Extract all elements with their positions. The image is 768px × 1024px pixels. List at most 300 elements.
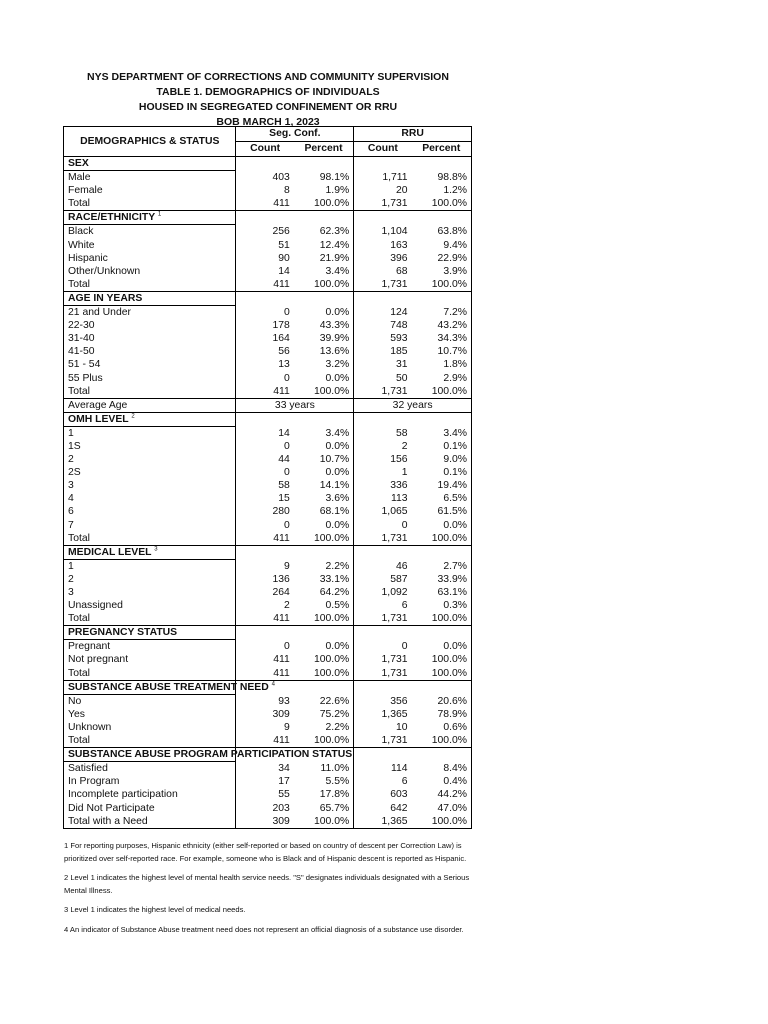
row-label: 21 and Under	[64, 306, 236, 320]
seg-count-cell: 203	[272, 802, 290, 814]
table-row	[64, 815, 472, 829]
seg-percent-cell: 100.0%	[294, 385, 354, 399]
section-title	[64, 748, 353, 762]
row-label: No	[64, 694, 236, 708]
seg-percent-cell: 65.7%	[294, 802, 354, 815]
blank-cell	[412, 412, 472, 426]
seg-count-cell: 8	[284, 185, 290, 197]
seg-percent-cell: 0.5%	[294, 599, 354, 612]
section-header-row	[64, 211, 472, 225]
seg-count-cell: 403	[272, 171, 290, 183]
rru-count-cell: 1,365	[354, 815, 412, 829]
rru-count-cell: 1,731	[381, 667, 408, 679]
row-label: Total	[64, 197, 236, 211]
rru-percent-cell: 78.9%	[412, 708, 472, 721]
seg-count-cell: 411	[273, 735, 290, 747]
table-row	[64, 559, 472, 573]
table-row	[64, 479, 472, 492]
seg-count-cell: 411	[273, 532, 290, 544]
seg-percent-cell: 3.4%	[294, 265, 354, 278]
table-body	[64, 157, 472, 829]
rru-percent-cell: 7.2%	[412, 306, 472, 320]
seg-count-cell: 90	[278, 252, 290, 264]
table-row	[64, 306, 472, 320]
rru-percent-cell: 0.4%	[412, 775, 472, 788]
seg-count-cell: 136	[272, 573, 290, 585]
rru-percent-cell: 43.2%	[412, 319, 472, 332]
rru-count-cell: 356	[390, 695, 408, 707]
row-label: 1S	[64, 440, 236, 453]
title-line-agency: NYS DEPARTMENT OF CORRECTIONS AND COMMUNITY SUPERVISION	[87, 71, 449, 83]
footnote: 1 For reporting purposes, Hispanic ethnicity (either self-reported or based on country of descent per Correction Law) is prioritized over self-reported race. For example, someone who is Black and of Hispanic descent is reported as Hispanic.	[64, 841, 467, 863]
rru-percent-cell: 0.1%	[412, 440, 472, 453]
section-title	[64, 412, 236, 426]
rru-count-cell: 1,065	[381, 506, 408, 518]
footnote-marker: 4	[271, 681, 275, 688]
table-row	[64, 184, 472, 197]
section-title	[64, 211, 236, 225]
seg-percent-cell: 100.0%	[294, 667, 354, 681]
section-title	[64, 157, 236, 171]
seg-percent-cell: 43.3%	[294, 319, 354, 332]
table-row	[64, 653, 472, 666]
rru-count-cell: 114	[390, 762, 408, 774]
rru-count-cell: 58	[395, 427, 408, 439]
rru-percent-cell: 0.3%	[412, 599, 472, 612]
blank-cell	[354, 211, 412, 225]
rru-percent-cell: 2.7%	[412, 559, 472, 573]
rru-count-cell: 642	[390, 802, 408, 814]
row-label: Unassigned	[64, 599, 236, 612]
row-label: 22-30	[64, 319, 236, 332]
rru-count-cell: 6	[401, 776, 408, 788]
seg-percent-cell: 2.2%	[294, 559, 354, 573]
table-row	[64, 532, 472, 546]
rru-count-cell: 1,092	[381, 587, 408, 598]
seg-percent-cell: 0.0%	[294, 440, 354, 453]
table-row	[64, 734, 472, 748]
seg-average-cell: 33 years	[236, 398, 354, 412]
blank-cell	[236, 626, 294, 640]
seg-count-cell: 0	[284, 440, 290, 452]
seg-percent-cell: 68.1%	[294, 505, 354, 518]
rru-count-cell: 20	[395, 185, 408, 197]
rru-count-cell: 2	[401, 440, 408, 452]
rru-percent-cell: 20.6%	[412, 694, 472, 708]
blank-cell	[294, 680, 354, 694]
seg-count-cell: 411	[273, 667, 290, 679]
rru-count-cell: 68	[395, 265, 408, 277]
footnote: 3 Level 1 indicates the highest level of medical needs.	[64, 905, 246, 915]
table-row	[64, 372, 472, 385]
blank-cell	[412, 211, 472, 225]
footnote-marker: 2	[131, 413, 135, 420]
seg-percent-cell: 21.9%	[294, 252, 354, 265]
table-row	[64, 252, 472, 265]
section-header-row	[64, 680, 472, 694]
seg-count-cell: 2	[284, 600, 290, 612]
table-row	[64, 345, 472, 358]
row-label: Satisfied	[64, 762, 236, 776]
section-title-text: AGE IN YEARS	[68, 292, 143, 304]
average-row	[64, 398, 472, 412]
row-label: Other/Unknown	[64, 265, 236, 278]
seg-percent-cell: 5.5%	[294, 775, 354, 788]
row-label: Hispanic	[64, 252, 236, 265]
row-label: 7	[64, 519, 236, 532]
table-row	[64, 358, 472, 371]
row-label: 55 Plus	[64, 372, 236, 385]
blank-cell	[354, 291, 412, 305]
column-group-seg-conf: Seg. Conf.	[236, 127, 354, 142]
seg-count-cell: 44	[278, 454, 290, 466]
section-title-text: OMH LEVEL	[68, 413, 129, 425]
table-row	[64, 319, 472, 332]
row-label: Female	[64, 184, 236, 197]
seg-count-cell: 55	[278, 789, 290, 801]
row-label: 1	[64, 559, 236, 573]
section-header-row	[64, 626, 472, 640]
seg-percent-cell: 2.2%	[294, 721, 354, 734]
row-label: Not pregnant	[64, 653, 236, 666]
blank-cell	[412, 545, 472, 559]
row-label: Total	[64, 278, 236, 292]
rru-count-cell: 1,731	[381, 532, 408, 544]
rru-percent-cell: 0.0%	[412, 519, 472, 532]
seg-percent-cell: 11.0%	[294, 762, 354, 776]
seg-count-cell: 411	[273, 613, 290, 625]
row-label: 3	[64, 586, 236, 599]
section-title-text: SEX	[68, 158, 89, 169]
seg-percent-cell: 75.2%	[294, 708, 354, 721]
rru-count-cell: 1,731	[381, 278, 408, 290]
rru-count-cell: 1,711	[382, 171, 408, 183]
seg-percent-cell: 39.9%	[294, 332, 354, 345]
row-label: White	[64, 239, 236, 252]
seg-count-cell: 9	[284, 560, 290, 572]
blank-cell	[354, 626, 412, 640]
seg-count-cell: 14	[278, 265, 290, 277]
rru-count-cell: 1,365	[381, 708, 408, 720]
footnote-marker: 1	[157, 211, 162, 218]
row-label: 3	[64, 479, 236, 492]
title-line-table: TABLE 1. DEMOGRAPHICS OF INDIVIDUALS	[156, 86, 380, 98]
rru-percent-cell: 98.8%	[412, 171, 472, 185]
seg-count-cell: 93	[278, 695, 290, 707]
table-row	[64, 225, 472, 239]
row-label: 2	[64, 573, 236, 586]
rru-percent-cell: 100.0%	[412, 653, 472, 666]
table-row	[64, 492, 472, 505]
rru-percent-cell: 0.6%	[412, 721, 472, 734]
rru-count-cell: 124	[390, 306, 408, 318]
rru-count-cell: 31	[395, 359, 408, 371]
row-label: 4	[64, 492, 236, 505]
rru-percent-cell: 10.7%	[412, 345, 472, 358]
seg-count-cell: 15	[278, 493, 290, 505]
column-header-percent: Percent	[294, 142, 354, 157]
seg-percent-cell: 3.2%	[294, 358, 354, 371]
seg-count-cell: 58	[278, 480, 290, 492]
row-label: Male	[64, 171, 236, 185]
table-row	[64, 586, 472, 599]
rru-count-cell: 10	[395, 721, 408, 733]
seg-count-cell: 14	[278, 427, 290, 439]
rru-average-cell: 32 years	[354, 398, 472, 412]
row-label: 51 - 54	[64, 358, 236, 371]
table-row	[64, 788, 472, 801]
section-header-row	[64, 412, 472, 426]
rru-count-cell: 336	[390, 480, 408, 492]
seg-count-cell: 56	[278, 346, 290, 358]
rru-count-cell: 748	[390, 320, 408, 332]
rru-percent-cell: 100.0%	[412, 278, 472, 292]
section-title-text: PREGNANCY STATUS	[68, 627, 178, 639]
rru-count-cell: 46	[395, 560, 408, 572]
seg-count-cell: 164	[272, 333, 290, 345]
rru-percent-cell: 22.9%	[412, 252, 472, 265]
rru-count-cell: 603	[390, 789, 408, 801]
table-row	[64, 612, 472, 626]
table-row	[64, 278, 472, 292]
table-row	[64, 721, 472, 734]
row-label: 2S	[64, 466, 236, 479]
blank-cell	[294, 626, 354, 640]
rru-count-cell: 113	[390, 493, 408, 505]
rru-count-cell: 1	[401, 467, 408, 479]
row-label: Pregnant	[64, 640, 236, 654]
rru-count-cell: 1,731	[381, 654, 408, 666]
rru-count-cell: 163	[390, 239, 408, 251]
seg-percent-cell: 13.6%	[294, 345, 354, 358]
table-row	[64, 171, 472, 185]
seg-percent-cell: 14.1%	[294, 479, 354, 492]
table-row	[64, 519, 472, 532]
seg-percent-cell: 17.8%	[294, 788, 354, 801]
seg-percent-cell: 0.0%	[294, 372, 354, 385]
blank-cell	[236, 291, 294, 305]
seg-count-cell: 0	[284, 372, 290, 384]
rru-percent-cell: 100.0%	[412, 815, 472, 829]
blank-cell	[412, 680, 472, 694]
rru-percent-cell: 3.4%	[412, 426, 472, 440]
demographics-table	[63, 126, 472, 829]
seg-percent-cell: 0.0%	[294, 519, 354, 532]
seg-count-cell: 256	[272, 226, 290, 238]
column-header-percent: Percent	[412, 142, 472, 157]
footnote: 4 An indicator of Substance Abuse treatment need does not represent an official diagnosis of a substance use disorder.	[64, 924, 464, 934]
rru-percent-cell: 34.3%	[412, 332, 472, 345]
row-label: Black	[64, 225, 236, 239]
table-row	[64, 197, 472, 211]
rru-count-cell: 185	[390, 346, 408, 358]
seg-percent-cell: 1.9%	[294, 184, 354, 197]
row-label: Total	[64, 532, 236, 546]
rru-percent-cell: 9.0%	[412, 453, 472, 466]
row-label: 31-40	[64, 332, 236, 345]
rru-percent-cell: 100.0%	[412, 734, 472, 748]
blank-cell	[294, 412, 354, 426]
blank-cell	[354, 748, 412, 762]
table-row	[64, 265, 472, 278]
row-label: Total	[64, 612, 236, 626]
seg-percent-cell: 100.0%	[294, 612, 354, 626]
rru-percent-cell: 44.2%	[412, 788, 472, 801]
table-row	[64, 332, 472, 345]
row-label: Yes	[64, 708, 236, 721]
column-group-rru: RRU	[354, 127, 472, 142]
section-title-text: SUBSTANCE ABUSE TREATMENT NEED	[68, 681, 269, 693]
seg-percent-cell: 22.6%	[294, 694, 354, 708]
row-label: Incomplete participation	[64, 788, 236, 801]
seg-percent-cell: 3.6%	[294, 492, 354, 505]
table-row	[64, 802, 472, 815]
blank-cell	[412, 291, 472, 305]
report-title	[64, 70, 472, 130]
seg-percent-cell: 3.4%	[294, 426, 354, 440]
rru-percent-cell: 33.9%	[412, 573, 472, 586]
seg-percent-cell: 100.0%	[294, 815, 354, 829]
blank-cell	[236, 545, 294, 559]
rru-count-cell: 0	[401, 519, 408, 531]
seg-count-cell: 0	[284, 519, 290, 531]
rru-percent-cell: 0.1%	[412, 466, 472, 479]
seg-count-cell: 34	[278, 762, 290, 774]
seg-count-cell: 411	[273, 198, 290, 210]
seg-percent-cell: 0.0%	[294, 306, 354, 320]
footnote: 2 Level 1 indicates the highest level of mental health service needs. "S" designates individuals designated with a Serious Mental Illness.	[64, 873, 470, 895]
footnote-marker: 3	[154, 546, 158, 553]
table-row	[64, 466, 472, 479]
section-title-text: MEDICAL LEVEL	[68, 546, 152, 558]
rru-percent-cell: 1.2%	[412, 184, 472, 197]
seg-count-cell: 51	[278, 239, 290, 251]
blank-cell	[354, 412, 412, 426]
blank-cell	[412, 157, 472, 171]
rru-count-cell: 587	[390, 573, 408, 585]
seg-percent-cell: 12.4%	[294, 239, 354, 252]
table-row	[64, 599, 472, 612]
rru-percent-cell: 100.0%	[412, 612, 472, 626]
table-row	[64, 775, 472, 788]
rru-percent-cell: 19.4%	[412, 479, 472, 492]
seg-count-cell: 178	[272, 320, 290, 332]
section-header-row	[64, 157, 472, 171]
row-label: Total	[64, 385, 236, 399]
seg-percent-cell: 100.0%	[294, 197, 354, 211]
row-label: Total with a Need	[64, 815, 236, 829]
row-label: 41-50	[64, 345, 236, 358]
rru-percent-cell: 9.4%	[412, 239, 472, 252]
table-row	[64, 505, 472, 518]
rru-percent-cell: 6.5%	[412, 492, 472, 505]
seg-count-cell: 411	[273, 278, 290, 290]
rru-count-cell: 1,731	[381, 198, 408, 210]
seg-count-cell: 9	[284, 721, 290, 733]
seg-count-cell: 17	[278, 776, 290, 788]
column-header-count: Count	[236, 142, 294, 157]
seg-count-cell: 264	[272, 587, 290, 598]
rru-percent-cell: 63.1%	[412, 586, 472, 599]
section-header-row	[64, 748, 472, 762]
blank-cell	[294, 211, 354, 225]
table-row	[64, 667, 472, 681]
seg-count-cell: 0	[284, 467, 290, 479]
seg-percent-cell: 64.2%	[294, 586, 354, 599]
seg-count-cell: 309	[236, 815, 294, 829]
title-line-date: BOB MARCH 1, 2023	[216, 116, 320, 128]
seg-count-cell: 280	[272, 506, 290, 518]
seg-count-cell: 309	[272, 708, 290, 720]
table-row	[64, 708, 472, 721]
row-label: In Program	[64, 775, 236, 788]
blank-cell	[354, 157, 412, 171]
blank-cell	[294, 291, 354, 305]
rru-count-cell: 1,731	[381, 613, 408, 625]
section-title	[64, 291, 236, 305]
row-label: Unknown	[64, 721, 236, 734]
seg-percent-cell: 98.1%	[294, 171, 354, 185]
row-label: 2	[64, 453, 236, 466]
section-title	[64, 545, 236, 559]
blank-cell	[354, 545, 412, 559]
seg-percent-cell: 100.0%	[294, 278, 354, 292]
blank-cell	[354, 680, 412, 694]
section-header-row	[64, 291, 472, 305]
table-row	[64, 640, 472, 654]
column-header-demographics: DEMOGRAPHICS & STATUS	[64, 127, 236, 157]
seg-percent-cell: 100.0%	[294, 532, 354, 546]
section-title	[64, 626, 236, 640]
table-row	[64, 762, 472, 776]
row-label: Total	[64, 734, 236, 748]
seg-count-cell: 411	[273, 385, 290, 397]
rru-percent-cell: 63.8%	[412, 225, 472, 239]
seg-percent-cell: 100.0%	[294, 653, 354, 666]
section-title-text: SUBSTANCE ABUSE PROGRAM PARTICIPATION STATUS	[68, 749, 353, 761]
rru-percent-cell: 47.0%	[412, 802, 472, 815]
seg-count-cell: 0	[284, 641, 290, 653]
blank-cell	[294, 545, 354, 559]
rru-count-cell: 396	[390, 252, 408, 264]
seg-count-cell: 0	[284, 306, 290, 318]
row-label: Average Age	[64, 398, 236, 412]
rru-percent-cell: 1.8%	[412, 358, 472, 371]
table-row	[64, 426, 472, 440]
row-label: Total	[64, 667, 236, 681]
rru-count-cell: 156	[390, 454, 408, 466]
section-title	[64, 680, 275, 694]
blank-cell	[294, 157, 354, 171]
column-header-count: Count	[354, 142, 412, 157]
seg-percent-cell: 62.3%	[294, 225, 354, 239]
rru-percent-cell: 2.9%	[412, 372, 472, 385]
rru-percent-cell: 100.0%	[412, 532, 472, 546]
table-row	[64, 573, 472, 586]
blank-cell	[412, 626, 472, 640]
section-title-text: RACE/ETHNICITY	[68, 212, 155, 224]
seg-percent-cell: 0.0%	[294, 466, 354, 479]
seg-count-cell: 411	[273, 654, 290, 666]
rru-count-cell: 1,104	[381, 226, 408, 238]
table-row	[64, 694, 472, 708]
rru-count-cell: 1,731	[381, 385, 408, 397]
rru-count-cell: 50	[395, 372, 408, 384]
seg-percent-cell: 0.0%	[294, 640, 354, 654]
row-label: Did Not Participate	[64, 802, 236, 815]
blank-cell	[236, 157, 294, 171]
rru-percent-cell: 100.0%	[412, 667, 472, 681]
